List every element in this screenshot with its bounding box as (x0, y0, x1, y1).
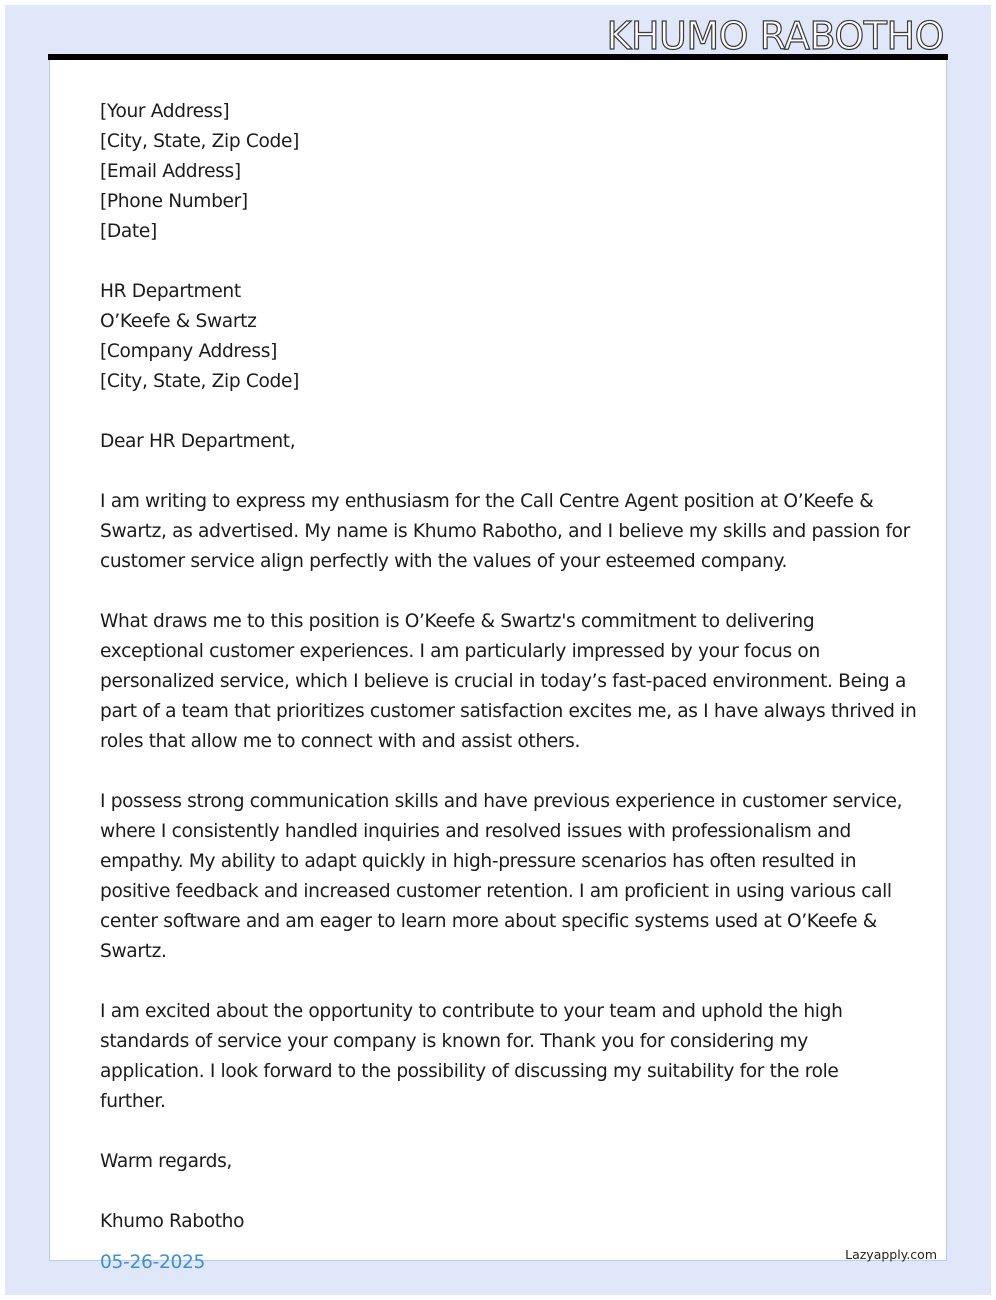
paragraph-line: roles that allow me to connect with and assist others. (100, 731, 581, 752)
paragraph-line: application. I look forward to the possibility of discussing my suitability for the role (100, 1061, 839, 1082)
signature: Khumo Rabotho (100, 1211, 245, 1232)
paragraph-line: I am excited about the opportunity to contribute to your team and uphold the high (100, 1001, 843, 1022)
spacer (100, 397, 900, 427)
paragraph-line: empathy. My ability to adapt quickly in high-pressure scenarios has often resulted in (100, 851, 857, 872)
recipient-block (100, 277, 900, 397)
footer-date: 05-26-2025 (100, 1252, 206, 1273)
paragraph-line: customer service align perfectly with the values of your esteemed company. (100, 551, 788, 572)
paragraph-line: Swartz, as advertised. My name is Khumo Rabotho, and I believe my skills and passion for (100, 521, 910, 542)
paragraph-line: positive feedback and increased customer retention. I am proficient in using various call (100, 881, 892, 902)
salutation: Dear HR Department, (100, 431, 296, 452)
paragraph-line: center software and am eager to learn more about specific systems used at O’Keefe & (100, 911, 877, 932)
recipient-department: HR Department (100, 281, 241, 302)
paragraph-line: standards of service your company is known for. Thank you for considering my (100, 1031, 808, 1052)
body-paragraph-3 (100, 787, 903, 967)
sender-address: [Your Address] (100, 101, 230, 122)
cover-letter-body (100, 97, 917, 1237)
paragraph-line: personalized service, which I believe is crucial in today’s fast-paced environment. Being a (100, 671, 906, 692)
body-paragraph-1 (100, 487, 910, 577)
spacer (100, 457, 900, 487)
sender-date: [Date] (100, 221, 157, 242)
paragraph-line: part of a team that prioritizes customer satisfaction excites me, as I have always thrived in (100, 701, 917, 722)
spacer (100, 577, 900, 607)
recipient-company: O’Keefe & Swartz (100, 311, 257, 332)
applicant-name-header: KHUMO RABOTHO (606, 14, 944, 58)
body-paragraph-4 (100, 997, 900, 1117)
sender-city-state-zip: [City, State, Zip Code] (100, 131, 299, 152)
spacer (100, 757, 900, 787)
recipient-city-state-zip: [City, State, Zip Code] (100, 371, 299, 392)
spacer (100, 967, 900, 997)
spacer (100, 1117, 900, 1147)
sender-phone: [Phone Number] (100, 191, 248, 212)
paragraph-line: where I consistently handled inquiries and resolved issues with professionalism and (100, 821, 851, 842)
recipient-address: [Company Address] (100, 341, 277, 362)
spacer (100, 1177, 900, 1207)
paragraph-line: exceptional customer experiences. I am particularly impressed by your focus on (100, 641, 820, 662)
spacer (100, 247, 900, 277)
sender-email: [Email Address] (100, 161, 241, 182)
paragraph-line: What draws me to this position is O’Keefe & Swartz's commitment to delivering (100, 611, 815, 632)
body-paragraph-2 (100, 607, 917, 757)
sender-block (100, 97, 900, 247)
closing: Warm regards, (100, 1151, 232, 1172)
paragraph-line: further. (100, 1091, 166, 1112)
footer-brand: Lazyapply.com (845, 1247, 937, 1262)
paragraph-line: I possess strong communication skills and have previous experience in customer service, (100, 791, 903, 812)
paragraph-line: I am writing to express my enthusiasm for the Call Centre Agent position at O’Keefe & (100, 491, 874, 512)
paragraph-line: Swartz. (100, 941, 167, 962)
